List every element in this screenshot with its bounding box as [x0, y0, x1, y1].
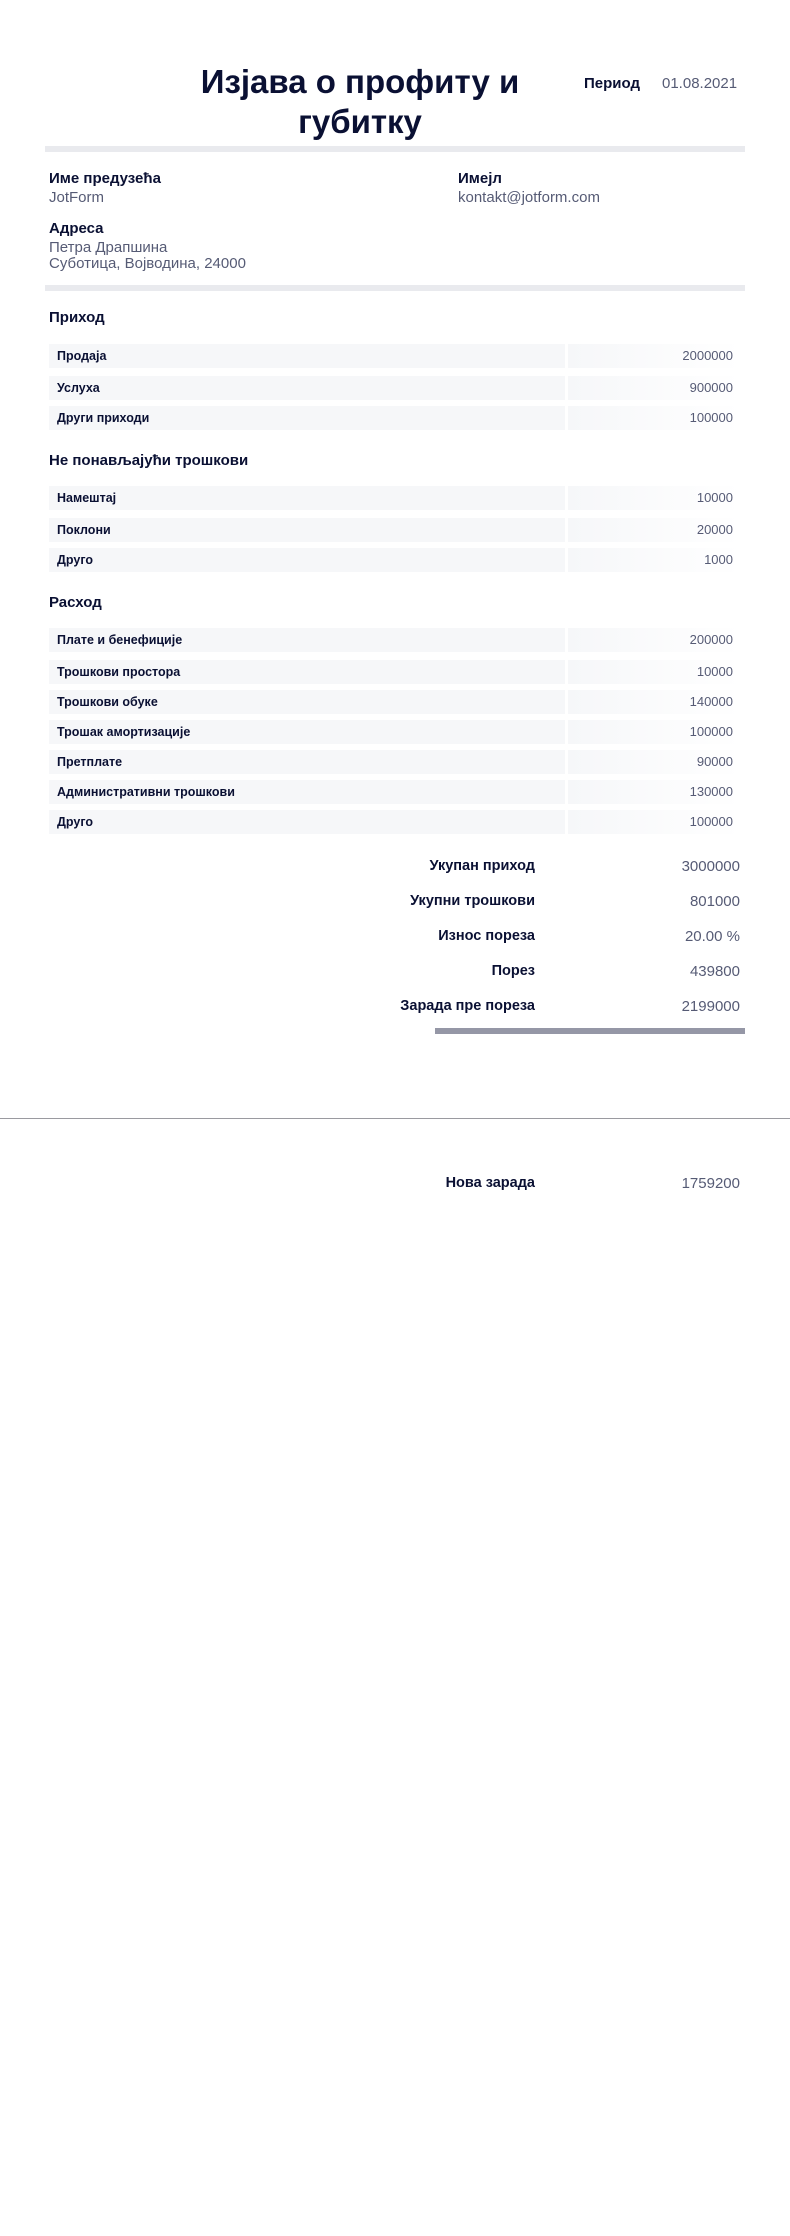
row-value: 200000 [568, 628, 741, 652]
table-row [49, 628, 741, 652]
expenses-section-title: Расход [49, 594, 102, 611]
row-label: Трошкови обуке [49, 690, 565, 714]
row-value: 100000 [568, 810, 741, 834]
row-label: Други приходи [49, 406, 565, 430]
table-row [49, 486, 741, 510]
company-name-value: JotForm [49, 189, 105, 206]
row-value: 90000 [568, 750, 741, 774]
income-section-title: Приход [49, 309, 105, 326]
pretax-earnings-value: 2199000 [681, 998, 740, 1015]
email-value: kontakt@jotform.com [458, 189, 600, 206]
row-label: Административни трошкови [49, 780, 565, 804]
row-value: 140000 [568, 690, 741, 714]
row-label: Друго [49, 548, 565, 572]
table-row [49, 690, 741, 714]
table-row [49, 780, 741, 804]
table-row [49, 720, 741, 744]
row-value: 100000 [568, 720, 741, 744]
pretax-earnings-label: Зарада пре пореза [400, 998, 535, 1014]
summary-underline [435, 1028, 745, 1034]
address-line-2: Суботица, Војводина, 24000 [49, 255, 246, 272]
table-row [49, 750, 741, 774]
page-break-line [0, 1118, 790, 1119]
net-earnings-label: Нова зарада [445, 1175, 535, 1191]
row-label: Плате и бенефиције [49, 628, 565, 652]
company-name-label: Име предузећа [49, 170, 161, 187]
total-income-label: Укупан приход [429, 858, 535, 874]
row-label: Претплате [49, 750, 565, 774]
tax-rate-value: 20.00 % [684, 928, 740, 945]
table-row [49, 810, 741, 834]
row-value: 900000 [568, 376, 741, 400]
table-row [49, 660, 741, 684]
row-label: Продаја [49, 344, 565, 368]
row-value: 20000 [568, 518, 741, 542]
row-label: Трошкови простора [49, 660, 565, 684]
row-label: Друго [49, 810, 565, 834]
table-row [49, 518, 741, 542]
row-label: Намештај [49, 486, 565, 510]
email-label: Имејл [458, 170, 502, 187]
table-row [49, 376, 741, 400]
table-row [49, 344, 741, 368]
period-value: 01.08.2021 [662, 75, 738, 92]
row-value: 1000 [568, 548, 741, 572]
tax-rate-label: Износ пореза [438, 928, 535, 944]
address-line-1: Петра Драпшина [49, 239, 168, 256]
page-title: Изјава о профиту и губитку [200, 63, 520, 140]
row-label: Поклони [49, 518, 565, 542]
header-divider [45, 146, 745, 152]
address-label: Адреса [49, 220, 104, 237]
total-income-value: 3000000 [681, 858, 740, 875]
row-value: 2000000 [568, 344, 741, 368]
nonrecurring-section-title: Не понављајући трошкови [49, 452, 249, 469]
info-divider [45, 285, 745, 291]
tax-label: Порез [491, 963, 535, 979]
row-label: Услуха [49, 376, 565, 400]
row-label: Трошак амортизације [49, 720, 565, 744]
table-row [49, 406, 741, 430]
table-row [49, 548, 741, 572]
tax-value: 439800 [689, 963, 740, 980]
row-value: 100000 [568, 406, 741, 430]
row-value: 10000 [568, 660, 741, 684]
period-label: Период [584, 75, 640, 92]
row-value: 10000 [568, 486, 741, 510]
total-costs-value: 801000 [689, 893, 740, 910]
net-earnings-value: 1759200 [681, 1175, 740, 1192]
row-value: 130000 [568, 780, 741, 804]
total-costs-label: Укупни трошкови [410, 893, 535, 909]
